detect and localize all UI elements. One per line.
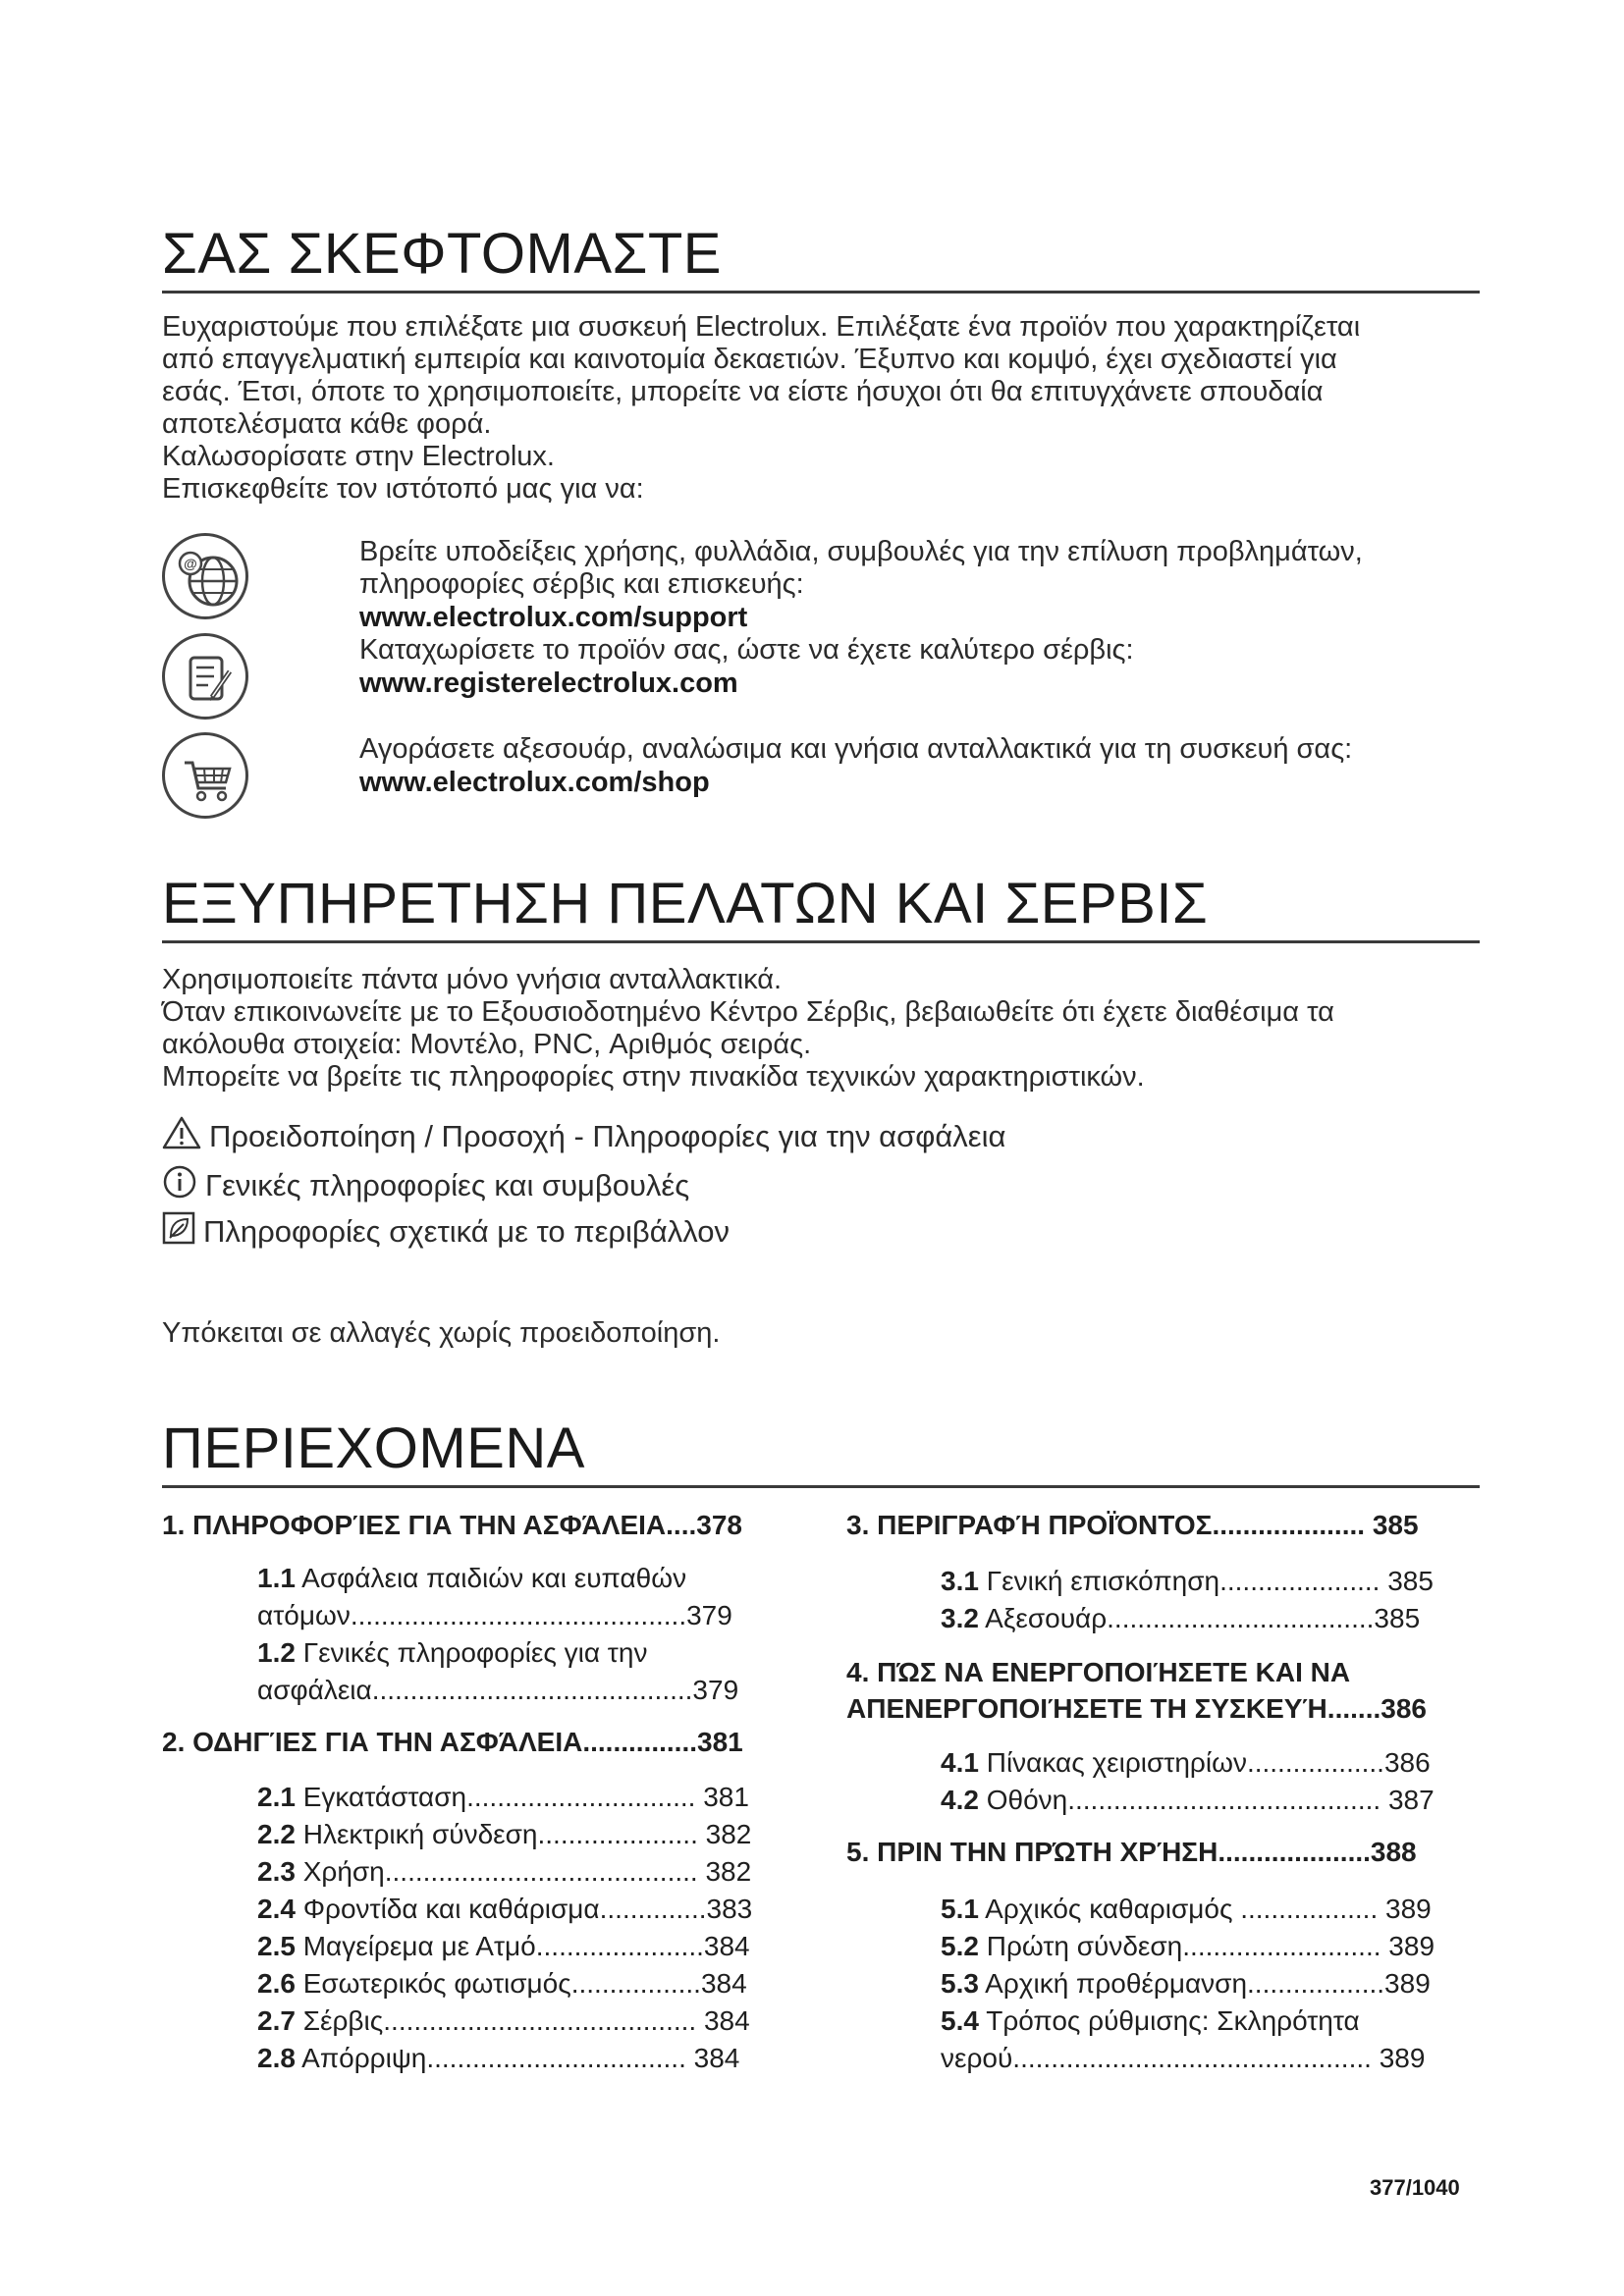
service-register-line: Καταχωρίσετε το προϊόν σας, ώστε να έχετε καλύτερο σέρβις:: [359, 634, 1134, 666]
toc-item-1-2-cont[interactable]: ασφάλεια..........................................379: [257, 1675, 739, 1705]
toc-item-5-4-cont[interactable]: νερού............................................... 389: [941, 2043, 1426, 2073]
shop-url-link[interactable]: www.electrolux.com/shop: [359, 767, 710, 798]
service-support-line: Βρείτε υποδείξεις χρήσης, φυλλάδια, συμβουλές για την επίλυση προβλημάτων,: [359, 536, 1363, 567]
legend-warning: [162, 1115, 1005, 1158]
intro-line: Επισκεφθείτε τον ιστότοπό μας για να:: [162, 473, 644, 505]
toc-item-1-1[interactable]: 1.1 Ασφάλεια παιδιών και ευπαθών: [257, 1563, 687, 1593]
register-url-link[interactable]: www.registerelectrolux.com: [359, 667, 738, 699]
toc-item-2-5[interactable]: 2.5 Μαγείρεμα με Ατμό......................384: [257, 1931, 750, 1961]
intro-line: αποτελέσματα κάθε φορά.: [162, 408, 492, 440]
section-divider: [162, 940, 1480, 943]
section-title-contents: ΠΕΡΙΕΧΟΜΕΝΑ: [162, 1416, 585, 1480]
legend-environment: [162, 1211, 730, 1253]
toc-item-5-1[interactable]: 5.1 Αρχικός καθαρισμός .................. 389: [941, 1894, 1432, 1924]
toc-item-2-7[interactable]: 2.7 Σέρβις......................................... 384: [257, 2005, 750, 2036]
service-paragraph: [162, 964, 1483, 1094]
service-line: Όταν επικοινωνείτε με το Εξουσιοδοτημένο Κέντρο Σέρβις, βεβαιωθείτε ότι έχετε διαθέσιμα τα: [162, 996, 1334, 1028]
toc-item-2-4[interactable]: 2.4 Φροντίδα και καθάρισμα..............383: [257, 1894, 753, 1924]
toc-item-3-2[interactable]: 3.2 Αξεσουάρ...................................385: [941, 1603, 1421, 1633]
toc-item-2-2[interactable]: 2.2 Ηλεκτρική σύνδεση..................... 382: [257, 1819, 752, 1849]
section-title-thinking-of-you: ΣΑΣ ΣΚΕΦΤΟΜΑΣΤΕ: [162, 222, 722, 286]
toc-item-1-2[interactable]: 1.2 Γενικές πληροφορίες για την: [257, 1637, 648, 1668]
intro-line: από επαγγελματική εμπειρία και καινοτομία δεκαετιών. Έξυπνο και κομψό, έχει σχεδιαστεί για: [162, 344, 1337, 375]
toc-chapter-4[interactable]: 4. ΠΏΣ ΝΑ ΕΝΕΡΓΟΠΟΙΉΣΕΤΕ ΚΑΙ ΝΑ: [846, 1657, 1351, 1687]
toc-item-2-1[interactable]: 2.1 Εγκατάσταση.............................. 381: [257, 1782, 749, 1812]
service-shop-line: Αγοράσετε αξεσουάρ, αναλώσιμα και γνήσια ανταλλακτικά για τη συσκευή σας:: [359, 733, 1353, 765]
page-number: 377/1040: [1370, 2175, 1460, 2200]
toc-chapter-2[interactable]: 2. ΟΔΗΓΊΕΣ ΓΙΑ ΤΗΝ ΑΣΦΆΛΕΙΑ...............381: [162, 1727, 743, 1757]
service-support-line: πληροφορίες σέρβις και επισκευής:: [359, 568, 804, 600]
toc-item-2-3[interactable]: 2.3 Χρήση......................................... 382: [257, 1856, 752, 1887]
info-icon: [162, 1164, 197, 1207]
legend-info-text: Γενικές πληροφορίες και συμβουλές: [205, 1168, 690, 1202]
support-url-link[interactable]: www.electrolux.com/support: [359, 602, 748, 633]
service-line: ακόλουθα στοιχεία: Μοντέλο, PNC, Αριθμός σειράς.: [162, 1029, 812, 1060]
intro-line: Ευχαριστούμε που επιλέξατε μια συσκευή Electrolux. Επιλέξατε ένα προϊόν που χαρακτηρίζεται: [162, 311, 1361, 343]
disclaimer-text: Υπόκειται σε αλλαγές χωρίς προειδοποίηση.: [162, 1317, 721, 1349]
toc-item-5-3[interactable]: 5.3 Αρχική προθέρμανση..................389: [941, 1968, 1431, 1999]
service-line: Μπορείτε να βρείτε τις πληροφορίες στην πινακίδα τεχνικών χαρακτηριστικών.: [162, 1061, 1145, 1093]
toc-chapter-5[interactable]: 5. ΠΡΙΝ ΤΗΝ ΠΡΏΤΗ ΧΡΉΣΗ....................388: [846, 1837, 1417, 1867]
legend-warning-text: Προειδοποίηση / Προσοχή - Πληροφορίες για την ασφάλεια: [209, 1119, 1006, 1153]
register-form-icon: [162, 633, 248, 720]
section-divider: [162, 1485, 1480, 1488]
toc-chapter-4-cont[interactable]: ΑΠΕΝΕΡΓΟΠΟΙΉΣΕΤΕ ΤΗ ΣΥΣΚΕΥΉ.......386: [846, 1693, 1427, 1724]
intro-line: Καλωσορίσατε στην Electrolux.: [162, 441, 555, 472]
warning-triangle-icon: [162, 1115, 201, 1158]
section-divider: [162, 291, 1480, 294]
toc-item-2-8[interactable]: 2.8 Απόρριψη.................................. 384: [257, 2043, 740, 2073]
toc-item-1-1-cont[interactable]: ατόμων............................................379: [257, 1600, 732, 1630]
toc-item-4-2[interactable]: 4.2 Οθόνη......................................... 387: [941, 1785, 1435, 1815]
toc-item-3-1[interactable]: 3.1 Γενική επισκόπηση..................... 385: [941, 1566, 1434, 1596]
legend-environment-text: Πληροφορίες σχετικά με το περιβάλλον: [203, 1214, 730, 1249]
toc-item-2-6[interactable]: 2.6 Εσωτερικός φωτισμός.................384: [257, 1968, 747, 1999]
toc-chapter-1[interactable]: 1. ΠΛΗΡΟΦΟΡΊΕΣ ΓΙΑ ΤΗΝ ΑΣΦΆΛΕΙΑ....378: [162, 1510, 742, 1540]
svg-text:@: @: [184, 556, 197, 571]
intro-line: εσάς. Έτσι, όποτε το χρησιμοποιείτε, μπορείτε να είστε ήσυχοι ότι θα επιτυγχάνετε σπουδαία: [162, 376, 1324, 407]
toc-item-5-4[interactable]: 5.4 Τρόπος ρύθμισης: Σκληρότητα: [941, 2005, 1360, 2036]
service-line: Χρησιμοποιείτε πάντα μόνο γνήσια ανταλλακτικά.: [162, 964, 783, 995]
environment-leaf-icon: [162, 1211, 195, 1253]
intro-paragraph: [162, 311, 1483, 506]
legend-info: [162, 1164, 689, 1207]
shopping-cart-icon: [162, 732, 248, 819]
toc-chapter-3[interactable]: 3. ΠΕΡΙΓΡΑΦΉ ΠΡΟΪΌΝΤΟΣ.................... 385: [846, 1510, 1419, 1540]
section-title-customer-service: ΕΞΥΠΗΡΕΤΗΣΗ ΠΕΛΑΤΩΝ ΚΑΙ ΣΕΡΒΙΣ: [162, 872, 1209, 935]
toc-item-5-2[interactable]: 5.2 Πρώτη σύνδεση.......................... 389: [941, 1931, 1435, 1961]
toc-item-4-1[interactable]: 4.1 Πίνακας χειριστηρίων..................386: [941, 1747, 1431, 1778]
globe-icon: [162, 533, 248, 619]
